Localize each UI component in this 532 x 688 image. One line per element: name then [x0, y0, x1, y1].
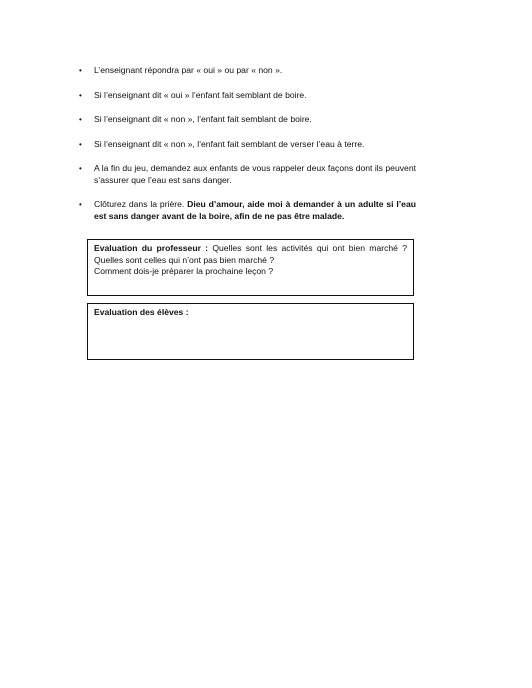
bullet-icon: • — [79, 164, 82, 173]
teacher-evaluation-label: Evaluation du professeur : — [94, 243, 209, 253]
list-item — [79, 163, 416, 186]
teacher-evaluation-box — [87, 239, 414, 296]
teacher-evaluation-text: Quelles sont les activités qui ont bien marché ? Quelles sont celles qui n’ont pas bien marché ? — [94, 243, 407, 265]
teacher-evaluation-question: Comment dois-je préparer la prochaine leçon ? — [94, 266, 274, 276]
list-item — [79, 199, 416, 222]
list-item-text: Si l’enseignant dit « non », l’enfant fait semblant de verser l’eau à terre. — [94, 138, 365, 149]
list-item — [79, 65, 416, 77]
list-item-text: Si l’enseignant dit « oui » l’enfant fait semblant de boire. — [94, 89, 307, 100]
bullet-icon: • — [79, 200, 82, 209]
list-item-text: A la fin du jeu, demandez aux enfants de vous rappeler deux façons dont ils peuvent s’assurer que l’eau est sans danger. — [94, 163, 416, 185]
prayer-text: Dieu d’amour, aide moi à demander à un adulte si l’eau est sans danger avant de la boire, afin de ne pas être malade. — [94, 199, 416, 221]
student-evaluation-label: Evaluation des élèves : — [94, 307, 189, 317]
list-item-text: Clôturez dans la prière. — [94, 199, 185, 209]
student-evaluation-box — [87, 303, 414, 360]
bullet-icon: • — [79, 66, 82, 75]
list-item-text: L’enseignant répondra par « oui » ou par « non ». — [94, 65, 283, 75]
list-item — [79, 139, 416, 151]
list-item — [79, 90, 416, 102]
bullet-icon: • — [79, 139, 82, 149]
list-item — [79, 114, 416, 126]
bullet-icon: • — [79, 90, 82, 100]
activity-list — [79, 65, 416, 222]
list-item-text: Si l’enseignant dit « non », l’enfant fait semblant de boire. — [94, 114, 312, 124]
bullet-icon: • — [79, 115, 82, 124]
